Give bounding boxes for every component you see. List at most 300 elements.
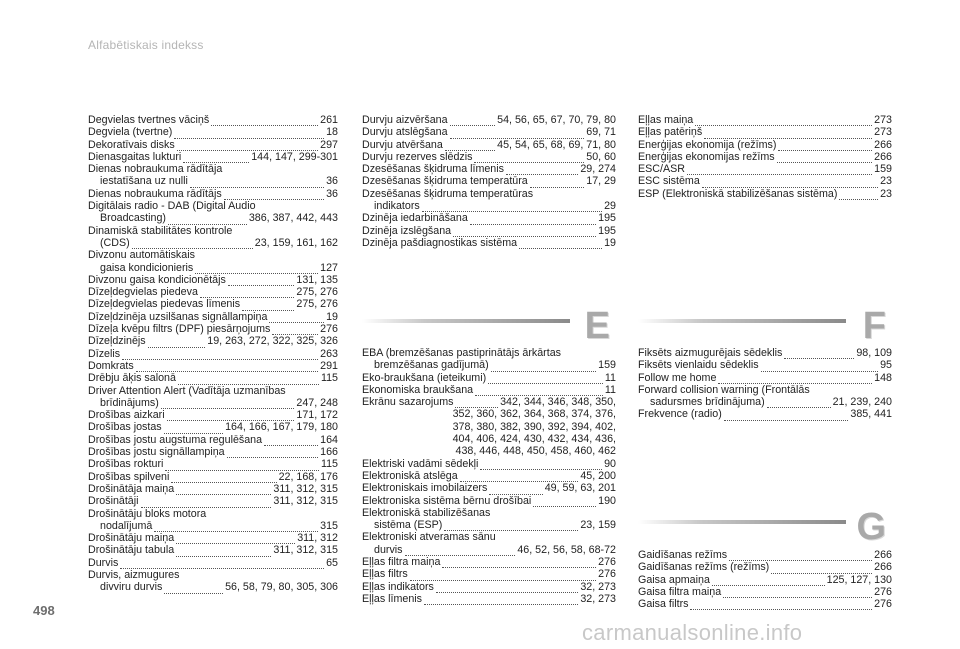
index-entry-label: Ekrānu sazarojums (362, 396, 454, 409)
index-entry-pages: 90 (604, 457, 616, 470)
index-entry-label: Dienas nobraukuma rādītājs (88, 187, 222, 200)
index-entry-label: Dzesēšanas šķidruma līmenis (362, 163, 504, 176)
index-entry-pages: 311, 312, 315 (273, 495, 338, 508)
index-entry (362, 593, 616, 605)
index-entry-label: Eko-braukšana (ieteikumi) (362, 371, 487, 384)
dot-leader (475, 386, 603, 396)
index-entry-pages: 56, 58, 79, 80, 305, 306 (225, 581, 338, 594)
index-entry-heading: Durvis, aizmugures (88, 568, 180, 581)
index-entry-label: Fiksēts vienlaidu sēdeklis (638, 359, 759, 372)
index-entry-pages: 171, 172 (296, 409, 338, 422)
index-entry-label: Dzesēšanas šķidruma temperatūra (362, 175, 528, 188)
dot-leader (729, 551, 872, 561)
index-entry-pages: 266 (874, 150, 892, 163)
section-bar (362, 319, 570, 323)
section-letter-f: F (862, 305, 886, 347)
index-entry-label: Eļļas indikators (362, 580, 434, 593)
index-entry-heading: Dzesēšanas šķidruma temperatūras (362, 187, 534, 200)
index-entry (362, 175, 616, 187)
index-entry-pages: 46, 52, 56, 58, 68-72 (517, 543, 616, 556)
index-entry-pages-continued: 378, 380, 382, 390, 392, 394, 402, (452, 420, 616, 433)
index-entry (88, 409, 338, 421)
index-entry-pages: 23, 159, 161, 162 (254, 236, 338, 249)
section-letter-g: G (856, 506, 886, 548)
index-entry (638, 114, 892, 126)
index-entry (88, 114, 338, 126)
index-entry-pages: 273 (874, 126, 892, 139)
index-entry (88, 262, 338, 274)
index-entry-heading: Elektroniskā stabilizēšanas (362, 506, 491, 519)
index-entry-pages: 385, 441 (850, 408, 892, 421)
index-entry-heading: Driver Attention Alert (Vadītāja uzmanības (88, 384, 286, 397)
index-entry-pages: 127 (320, 261, 338, 274)
index-entry-label: Elektroniskais imobilaizers (362, 482, 488, 495)
dot-leader (687, 165, 872, 175)
index-entry-pages: 159 (874, 163, 892, 176)
index-entry-pages: 275, 276 (296, 286, 338, 299)
dot-leader (767, 398, 831, 408)
index-entry-label: Broadcasting) (100, 212, 166, 225)
dot-leader (488, 374, 603, 384)
index-entry-label: Drošinātāju maiņa (88, 532, 175, 545)
index-entry-pages-continued: 352, 360, 362, 364, 368, 374, 376, (452, 408, 616, 421)
index-entry-label: Fiksēts aizmugurējais sēdeklis (638, 347, 783, 359)
index-entry-label: sadursmes brīdinājuma) (650, 396, 765, 409)
index-entry (88, 274, 338, 286)
index-entry-pages: 54, 56, 65, 67, 70, 79, 80 (497, 114, 616, 126)
index-entry-label: ESP (Elektroniskā stabilizēšanas sistēma) (638, 187, 838, 200)
index-entry-pages: 29, 274 (580, 163, 616, 176)
index-entry-pages: 19, 263, 272, 322, 325, 326 (207, 335, 338, 348)
index-entry-label: Gaisa filtra maiņa (638, 585, 722, 598)
index-entry-pages-continued: 404, 406, 424, 430, 432, 434, 436, (452, 433, 616, 446)
index-entry (638, 561, 892, 573)
index-entry (638, 598, 892, 610)
index-entry (638, 372, 892, 384)
index-entry (638, 408, 892, 420)
dot-leader (704, 129, 872, 139)
index-entry-heading: Drošinātāju bloks motora (88, 507, 207, 520)
dot-leader (839, 190, 878, 200)
index-entry (638, 396, 892, 408)
index-entry-pages: 17, 29 (586, 175, 616, 188)
index-entry-heading: Dinamiskā stabilitātes kontrole (88, 224, 233, 237)
index-entry (88, 139, 338, 151)
index-entry-label: Dīzelis (88, 347, 121, 360)
index-entry-pages: 311, 312, 315 (273, 544, 338, 557)
dot-leader (436, 583, 578, 593)
dot-leader (480, 460, 602, 470)
index-entry-pages: 65 (326, 556, 338, 569)
index-entry-pages: 148 (874, 371, 892, 384)
index-entry-label: Durvju aizvēršana (362, 114, 448, 126)
index-entry-label: Durvju atslēgšana (362, 126, 448, 139)
dot-leader (442, 558, 596, 568)
index-entry (362, 482, 616, 494)
dot-leader (227, 448, 319, 458)
dot-leader (178, 375, 319, 385)
dot-leader (445, 141, 495, 151)
dot-leader (168, 215, 247, 225)
dot-leader (174, 129, 324, 139)
dot-leader (702, 178, 878, 188)
dot-leader (491, 362, 597, 372)
index-entry-pages: 266 (874, 138, 892, 151)
dot-leader (405, 546, 516, 556)
index-entry-label: Gaidīšanas režīms (režīms) (638, 561, 770, 574)
index-entry (638, 359, 892, 371)
dot-leader (132, 239, 253, 249)
index-entry-pages: 342, 344, 346, 348, 350, (500, 396, 616, 409)
index-entry-label: divviru durvis (100, 581, 163, 594)
index-entry (638, 163, 892, 175)
index-entry-label: Eļļas patēriņš (638, 126, 703, 139)
index-column-1 (88, 114, 338, 594)
index-entry-heading: Elektroniski atveramas sānu (362, 531, 496, 544)
dot-leader (718, 374, 872, 384)
index-entry-heading: Digitālais radio - DAB (Digital Audio (88, 200, 256, 213)
index-entry-pages: 266 (874, 549, 892, 561)
dot-leader (195, 264, 318, 274)
dot-leader (154, 522, 318, 532)
dot-leader (200, 288, 294, 298)
index-entry-label: (CDS) (100, 236, 130, 249)
index-entry (638, 574, 892, 586)
index-entry (638, 175, 892, 187)
section-letter-e: E (584, 305, 610, 347)
dot-leader (455, 398, 498, 408)
dot-leader (422, 202, 602, 212)
index-entry-label: ESC/ASR (638, 163, 685, 176)
index-entry-heading: EBA (bremzēšanas pastiprinātājs ārkārtas (362, 347, 561, 359)
dot-leader (724, 411, 849, 421)
index-entry-pages: 11 (604, 371, 616, 384)
index-entry-pages: 276 (598, 556, 616, 569)
index-entry (88, 348, 338, 360)
dot-leader (148, 338, 206, 348)
index-entry-label: Drošinātāju tabula (88, 544, 175, 557)
section-divider-f (638, 305, 892, 347)
index-entry-label: iestatīšana uz nulli (100, 175, 188, 188)
dot-leader (533, 497, 596, 507)
index-entry-heading: Forward collision warning (Frontālās (638, 383, 810, 396)
dot-leader (269, 313, 324, 323)
index-entry-pages: 276 (874, 598, 892, 611)
index-entry (88, 212, 338, 224)
index-entry (88, 237, 338, 249)
index-entry-label: Drošinātāja maiņa (88, 482, 175, 495)
index-entry-label: Drošības aizkari (88, 409, 165, 422)
index-entry-label: brīdinājums) (100, 396, 159, 409)
index-entry (88, 188, 338, 200)
index-entry-pages: 386, 387, 442, 443 (248, 212, 338, 225)
index-entry-pages: 23 (880, 187, 892, 200)
index-entry-pages: 311, 312, 315 (273, 482, 338, 495)
index-entry-label: Drošinātāji (88, 495, 139, 508)
dot-leader (122, 350, 318, 360)
section-bar (638, 520, 846, 524)
index-entry-label: Eļļas maiņa (638, 114, 694, 126)
index-entry (88, 151, 338, 163)
index-entry (362, 114, 616, 126)
section-divider-g (638, 506, 892, 548)
index-entry-pages: 276 (598, 568, 616, 581)
index-entry-label: Ekonomiska braukšana (362, 383, 474, 396)
index-entry-label: Dīzeļdegvielas piedeva (88, 286, 198, 299)
dot-leader (777, 153, 873, 163)
dot-leader (176, 547, 271, 557)
index-entry-pages: 261 (320, 114, 338, 126)
index-entry-label: Dzinēja pašdiagnostikas sistēma (362, 236, 518, 249)
index-entry-label: Gaidīšanas režīms (638, 549, 728, 561)
dot-leader (161, 399, 295, 409)
index-entry-label: Drošības jostu signāllampiņa (88, 446, 225, 459)
index-entry-pages: 36 (326, 187, 338, 200)
dot-leader (470, 215, 596, 225)
index-entry-pages: 49, 59, 63, 201 (544, 482, 616, 495)
index-column-2-top (362, 114, 616, 249)
index-entry-pages: 29 (604, 200, 616, 213)
dot-leader (211, 116, 318, 126)
dot-leader (224, 190, 324, 200)
watermark: carmanualsonline.info (582, 620, 803, 645)
index-entry (362, 237, 616, 249)
index-entry-label: Divzonu gaisa kondicionētājs (88, 273, 226, 286)
dot-leader (190, 178, 324, 188)
index-entry-pages: 273 (874, 114, 892, 126)
index-entry (88, 446, 338, 458)
dot-leader (171, 473, 276, 483)
index-entry-pages: 19 (326, 310, 338, 323)
index-entry-pages: 144, 147, 299-301 (251, 150, 338, 163)
dot-leader (489, 485, 542, 495)
dot-leader (167, 411, 295, 421)
index-entry-pages: 125, 127, 130 (826, 573, 892, 586)
index-entry (88, 175, 338, 187)
index-entry-pages-continued: 438, 446, 448, 450, 458, 460, 462 (455, 445, 616, 458)
index-entry (638, 549, 892, 561)
index-entry (88, 581, 338, 593)
index-entry-label: Elektroniskā atslēga (362, 469, 458, 482)
dot-leader (460, 472, 579, 482)
index-entry (362, 212, 616, 224)
section-divider-e (362, 305, 616, 347)
index-entry-pages: 23, 159 (580, 519, 616, 532)
index-entry (88, 434, 338, 446)
index-entry-pages: 32, 273 (580, 592, 616, 605)
index-entry-pages: 32, 273 (580, 580, 616, 593)
index-entry-pages: 164 (320, 433, 338, 446)
index-entry-pages: 11 (604, 383, 616, 396)
index-entry-label: gaisa kondicionieris (100, 261, 194, 274)
index-entry (362, 200, 616, 212)
index-entry (88, 286, 338, 298)
dot-leader (165, 461, 319, 471)
index-entry (362, 568, 616, 580)
index-entry (362, 544, 616, 556)
index-entry-label: Enerģijas ekonomijas režīms (638, 150, 775, 163)
dot-leader (723, 588, 872, 598)
index-entry (88, 458, 338, 470)
index-entry (638, 586, 892, 598)
index-entry-label: Dīzeļa kvēpu filtrs (DPF) piesārņojums (88, 323, 271, 336)
dot-leader (444, 521, 578, 531)
index-entry-label: durvis (374, 543, 403, 556)
index-entry (88, 335, 338, 347)
index-entry (638, 151, 892, 163)
index-entry-label: Gaisa apmaiņa (638, 573, 710, 586)
index-entry-pages: 276 (874, 585, 892, 598)
index-entry-label: Drošības rokturi (88, 458, 164, 471)
index-entry-pages: 95 (880, 359, 892, 372)
index-entry-pages: 297 (320, 138, 338, 151)
index-entry (88, 372, 338, 384)
index-section-g (638, 549, 892, 610)
index-entry-pages: 315 (320, 519, 338, 532)
index-entry (638, 126, 892, 138)
index-entry-label: nodalījumā (100, 519, 153, 532)
dot-leader (450, 129, 585, 139)
index-entry-label: ESC sistēma (638, 175, 700, 188)
index-entry-label: Frekvence (radio) (638, 408, 722, 421)
dot-leader (761, 362, 879, 372)
index-entry (88, 126, 338, 138)
index-entry (638, 139, 892, 151)
index-entry-pages: 69, 71 (586, 126, 616, 139)
dot-leader (264, 436, 318, 446)
index-entry (88, 520, 338, 532)
dot-leader (120, 559, 324, 569)
dot-leader (690, 600, 872, 610)
index-entry-label: Drošības jostu augstuma regulēšana (88, 433, 263, 446)
index-entry-label: Elektriski vadāmi sēdekļi (362, 457, 479, 470)
index-entry-label: Gaisa filtrs (638, 598, 689, 611)
index-entry-pages: 166 (320, 446, 338, 459)
index-entry (362, 163, 616, 175)
dot-leader (164, 424, 223, 434)
dot-leader (164, 584, 223, 594)
index-entry-label: Eļļas filtra maiņa (362, 556, 441, 569)
dot-leader (695, 116, 872, 126)
dot-leader (530, 178, 585, 188)
index-entry-pages: 45, 54, 65, 68, 69, 71, 80 (497, 138, 616, 151)
index-entry (88, 483, 338, 495)
index-entry-label: Dzinēja iedarbināšana (362, 212, 468, 225)
index-entry (362, 126, 616, 138)
dot-leader (771, 564, 872, 574)
index-entry-heading: Divzonu automātiskais (88, 249, 195, 262)
dot-leader (410, 571, 596, 581)
index-entry (362, 359, 616, 371)
index-entry (88, 557, 338, 569)
index-entry-pages: 18 (326, 126, 338, 139)
index-entry (88, 421, 338, 433)
index-entry (638, 188, 892, 200)
section-bar (638, 319, 846, 323)
index-entry-pages: 36 (326, 175, 338, 188)
index-entry (88, 544, 338, 556)
index-entry (362, 384, 616, 396)
index-entry-pages: 21, 239, 240 (832, 396, 892, 409)
index-entry (362, 470, 616, 482)
index-entry (88, 532, 338, 544)
index-entry-label: Durvju atvēršana (362, 138, 443, 151)
index-entry-pages: 291 (320, 359, 338, 372)
page-number: 498 (33, 603, 55, 618)
index-entry-label: Dekoratīvais disks (88, 138, 175, 151)
index-entry-pages: 195 (598, 212, 616, 225)
index-entry (638, 347, 892, 359)
index-entry (362, 225, 616, 237)
index-entry-pages: 98, 109 (856, 347, 892, 359)
index-entry-label: Eļļas līmenis (362, 592, 422, 605)
dot-leader (228, 276, 295, 286)
index-entry-pages: 115 (320, 372, 338, 385)
dot-leader (506, 165, 578, 175)
index-entry-heading: Dienas nobraukuma rādītāja (88, 163, 223, 176)
index-section-f (638, 347, 892, 421)
dot-leader (272, 325, 318, 335)
index-column-3-top (638, 114, 892, 200)
index-entry (362, 556, 616, 568)
dot-leader (450, 116, 496, 126)
index-entry (88, 311, 338, 323)
index-entry-label: Domkrats (88, 359, 134, 372)
index-entry-label: Eļļas filtrs (362, 568, 408, 581)
dot-leader (183, 153, 249, 163)
index-entry-label: Durvju rezerves slēdzis (362, 150, 473, 163)
index-entry-pages: 247, 248 (296, 396, 338, 409)
index-entry-pages: 22, 168, 176 (278, 470, 338, 483)
index-entry-label: bremzēšanas gadījumā) (374, 359, 489, 372)
index-entry-pages: 131, 135 (296, 273, 338, 286)
dot-leader (712, 576, 825, 586)
index-entry-label: Degviela (tvertne) (88, 126, 173, 139)
index-entry-pages: 23 (880, 175, 892, 188)
index-section-e (362, 347, 616, 605)
index-entry (362, 581, 616, 593)
index-entry (362, 458, 616, 470)
index-entry-label: Elektroniska sistēma bērnu drošībai (362, 494, 532, 507)
index-entry (362, 139, 616, 151)
dot-leader (176, 485, 271, 495)
index-entry-pages: 263 (320, 347, 338, 360)
index-entry-pages: 159 (598, 359, 616, 372)
index-entry-pages: 164, 166, 167, 179, 180 (225, 421, 338, 434)
index-entry-pages: 311, 312 (297, 532, 338, 545)
index-entry (88, 495, 338, 507)
index-entry (362, 396, 616, 408)
index-entry-pages: 276 (320, 323, 338, 336)
index-entry-label: Dīzeļdzinēja uzsilšanas signāllampiņa (88, 310, 268, 323)
dot-leader (177, 141, 318, 151)
index-entry-label: indikators (374, 200, 420, 213)
index-entry-label: Enerģijas ekonomija (režīms) (638, 138, 777, 151)
dot-leader (778, 141, 872, 151)
index-entry-label: Degvielas tvertnes vāciņš (88, 114, 210, 126)
dot-leader (784, 349, 854, 359)
index-entry-label: Drēbju āķis salonā (88, 372, 176, 385)
index-entry (88, 323, 338, 335)
dot-leader (176, 534, 295, 544)
dot-leader (424, 595, 578, 605)
index-entry-pages: 50, 60 (586, 150, 616, 163)
index-entry (88, 360, 338, 372)
index-entry-pages: 195 (598, 224, 616, 237)
index-entry (362, 519, 616, 531)
index-entry-label: Dīzeļdzinējs (88, 335, 146, 348)
index-entry-label: Dienasgaitas lukturi (88, 150, 182, 163)
